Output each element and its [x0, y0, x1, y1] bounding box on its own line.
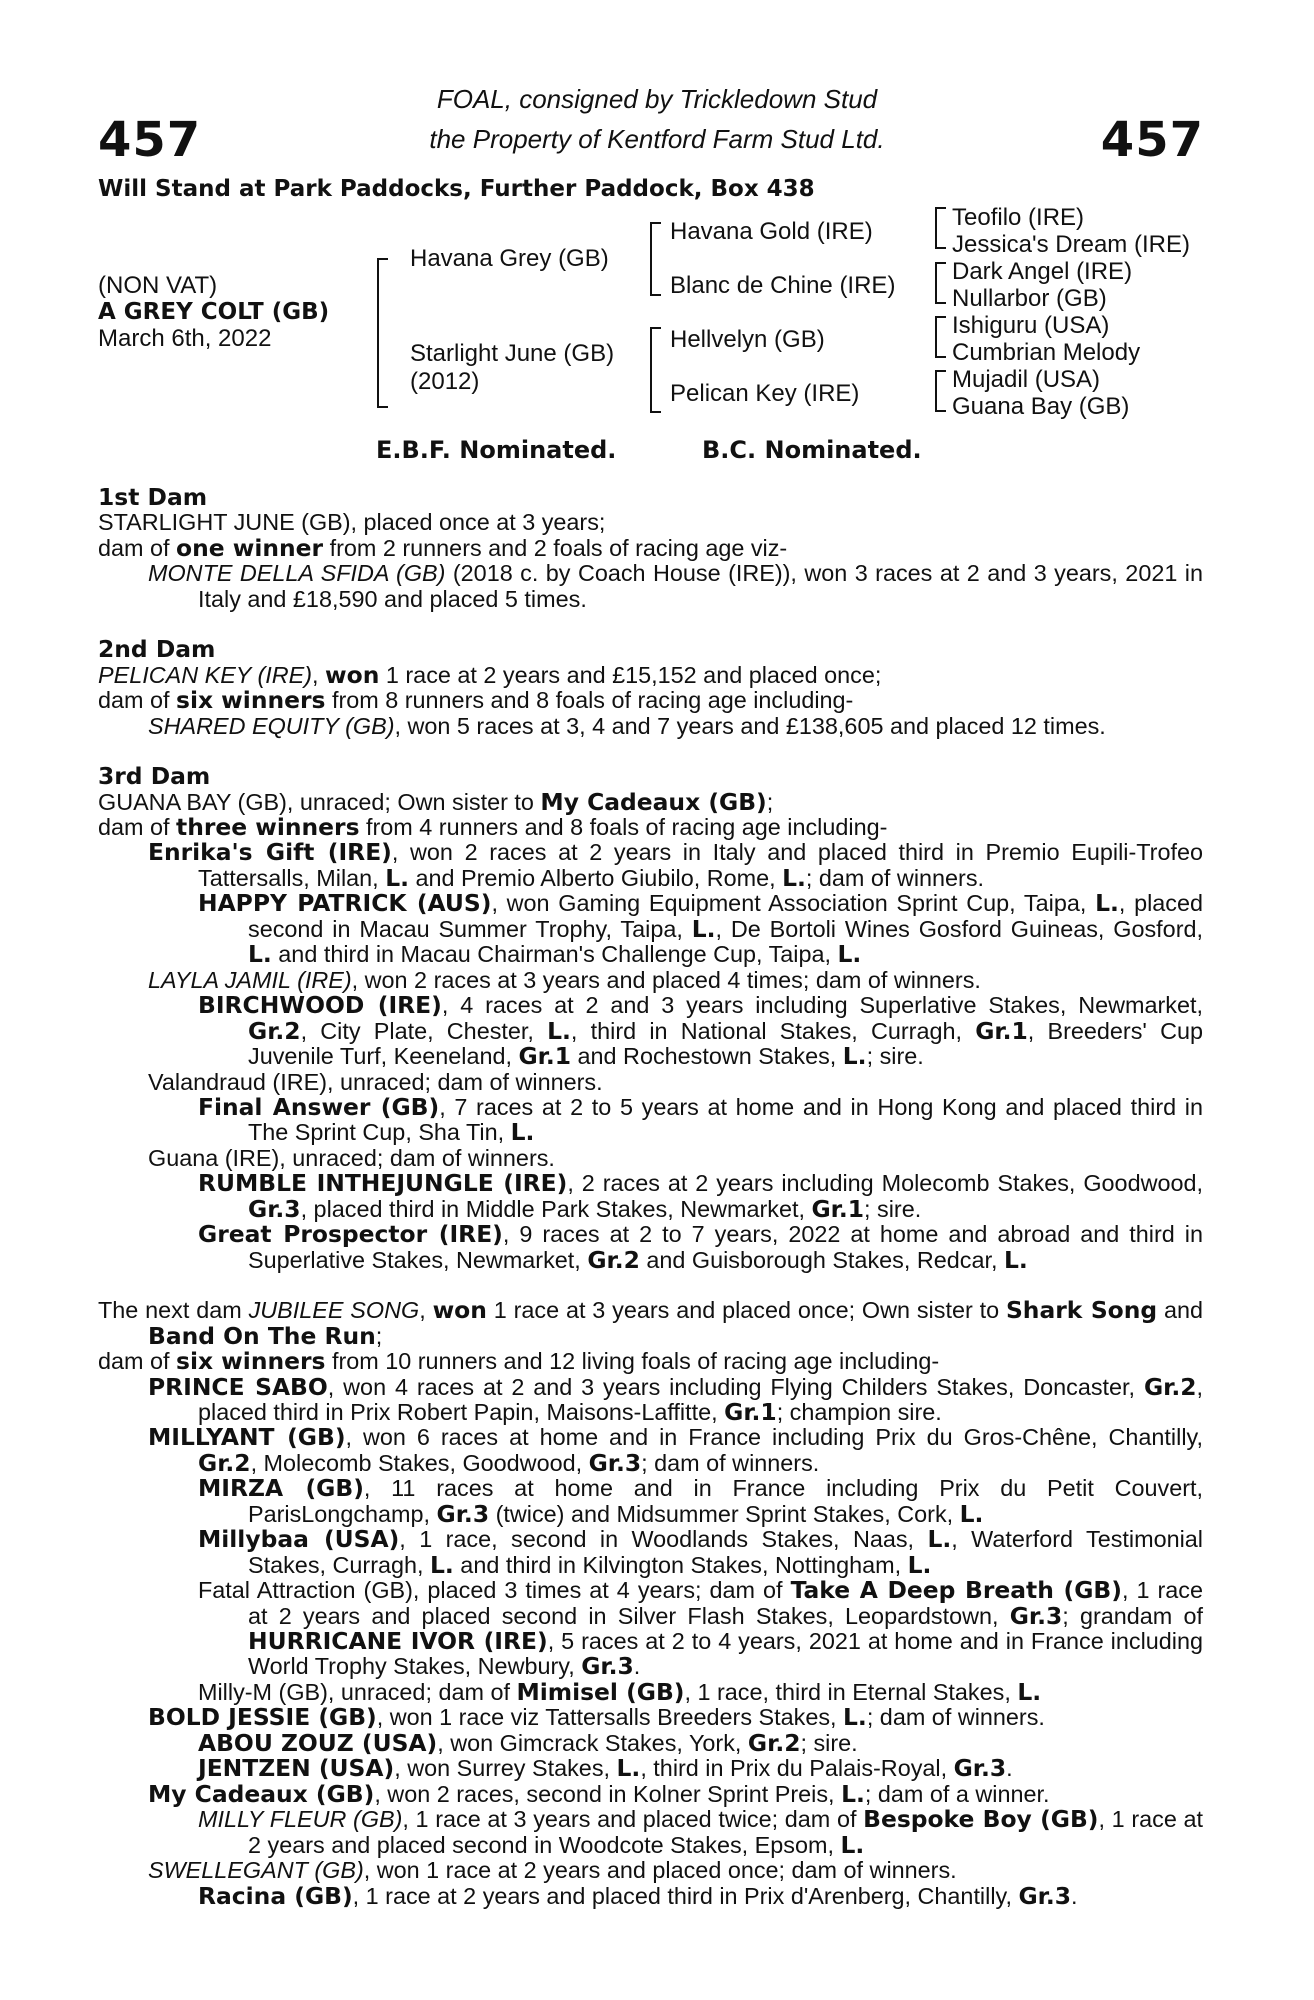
brace-dam	[650, 327, 661, 413]
lot-number-left: 457	[98, 112, 202, 168]
third-dam-line1: GUANA BAY (GB), unraced; Own sister to My Cadeaux (GB);	[98, 787, 774, 816]
sire-dam: Blanc de Chine (IRE)	[670, 272, 896, 299]
produce-rumble-inthejungle: RUMBLE INTHEJUNGLE (IRE), 2 races at 2 years including Molecomb Stakes, Goodwood, Gr.3, placed third in Middle Park Stakes, Newmarket, Gr.1; sire.	[198, 1169, 1203, 1223]
horse-dob: March 6th, 2022	[98, 325, 272, 352]
third-dam-line2: dam of three winners from 4 runners and 8 foals of racing age including-	[98, 812, 888, 841]
second-dam-heading: 2nd Dam	[98, 635, 216, 664]
first-dam-heading: 1st Dam	[98, 483, 208, 511]
first-dam-line2: dam of one winner from 2 runners and 2 foals of racing age viz-	[98, 533, 788, 562]
ebf-nomination: E.B.F. Nominated.	[376, 436, 617, 464]
horse-name: A GREY COLT (GB)	[98, 299, 330, 325]
stand-location: Will Stand at Park Paddocks, Further Paddock, Box 438	[98, 176, 815, 202]
sds: Dark Angel (IRE)	[952, 258, 1133, 285]
brace-sd	[935, 262, 946, 304]
vat-status: (NON VAT)	[98, 272, 218, 299]
consignor-line: FOAL, consigned by Trickledown Stud	[436, 84, 878, 114]
sdd: Nullarbor (GB)	[952, 285, 1107, 312]
first-dam-line1: STARLIGHT JUNE (GB), placed once at 3 years;	[98, 509, 606, 536]
sire-sire: Havana Gold (IRE)	[670, 218, 873, 245]
produce-bold-jessie: BOLD JESSIE (GB), won 1 race viz Tattersalls Breeders Stakes, L.; dam of winners.	[148, 1703, 1045, 1732]
produce-milly-fleur: MILLY FLEUR (GB), 1 race at 3 years and placed twice; dam of Bespoke Boy (GB), 1 race at 2 years and placed second in Woodcote Stakes, Epsom, L.	[198, 1805, 1204, 1859]
produce-final-answer: Final Answer (GB), 7 races at 2 to 5 years at home and in Hong Kong and placed third in The Sprint Cup, Sha Tin, L.	[198, 1092, 1203, 1147]
produce-valandraud: Valandraud (IRE), unraced; dam of winners.	[148, 1068, 603, 1095]
produce-milly-m: Milly-M (GB), unraced; dam of Mimisel (GB), 1 race, third in Eternal Stakes, L.	[198, 1677, 1042, 1706]
dds: Mujadil (USA)	[952, 366, 1101, 393]
next-dam-line2: dam of six winners from 10 runners and 12 living foals of racing age including-	[98, 1347, 940, 1376]
dam-sire: Hellvelyn (GB)	[670, 326, 825, 353]
produce-abou-zouz: ABOU ZOUZ (USA), won Gimcrack Stakes, York, Gr.2; sire.	[198, 1728, 858, 1757]
first-dam-produce: MONTE DELLA SFIDA (GB) (2018 c. by Coach House (IRE)), won 3 races at 2 and 3 years, 2021 in Italy and £18,590 and placed 5 times.	[148, 560, 1203, 612]
produce-great-prospector: Great Prospector (IRE), 9 races at 2 to 7 years, 2022 at home and abroad and third in Superlative Stakes, Newmarket, Gr.2 and Guisborough Stakes, Redcar, L.	[198, 1220, 1204, 1274]
second-dam-line2: dam of six winners from 8 runners and 8 foals of racing age including-	[98, 686, 854, 715]
sss: Teofilo (IRE)	[952, 204, 1085, 231]
produce-guana: Guana (IRE), unraced; dam of winners.	[148, 1144, 555, 1171]
produce-birchwood: BIRCHWOOD (IRE), 4 races at 2 and 3 years including Superlative Stakes, Newmarket, Gr.2, City Plate, Chester, L., third in National Stakes, Curragh, Gr.1, Breeders' Cup Juvenile Turf, Keeneland, Gr.1 and Rochestown Stakes, L.; sire.	[198, 991, 1203, 1071]
produce-racina: Racina (GB), 1 race at 2 years and placed third in Prix d'Arenberg, Chantilly, Gr.3.	[198, 1881, 1078, 1910]
produce-enrikas-gift: Enrika's Gift (IRE), won 2 races at 2 years in Italy and placed third in Premio Eupili-Trofeo Tattersalls, Milan, L. and Premio Alberto Giubilo, Rome, L.; dam of winners.	[148, 838, 1203, 892]
sire: Havana Grey (GB)	[410, 245, 609, 272]
produce-record	[98, 485, 1203, 1909]
lot-number-right: 457	[1100, 112, 1204, 168]
produce-swellegant: SWELLEGANT (GB), won 1 race at 2 years and placed once; dam of winners.	[148, 1857, 957, 1884]
second-dam-line1: PELICAN KEY (IRE), won 1 race at 2 years and £15,152 and placed once;	[98, 660, 882, 689]
second-dam-produce: SHARED EQUITY (GB), won 5 races at 3, 4 and 7 years and £138,605 and placed 12 times.	[148, 712, 1106, 739]
brace-ss	[935, 207, 946, 249]
brace-gen1	[377, 258, 388, 408]
produce-fatal-attraction: Fatal Attraction (GB), placed 3 times at 4 years; dam of Take A Deep Breath (GB), 1 race at 2 years and placed second in Silver Flash Stakes, Leopardstown, Gr.3; grandam of HURRICANE IVOR (IRE), 5 races at 2 to 4 years, 2021 at home and in France including World Trophy Stakes, Newbury, Gr.3.	[198, 1576, 1204, 1681]
produce-millybaa: Millybaa (USA), 1 race, second in Woodlands Stakes, Naas, L., Waterford Testimonial Stakes, Curragh, L. and third in Kilvington Stakes, Nottingham, L.	[198, 1525, 1203, 1579]
dam: Starlight June (GB)	[410, 340, 615, 367]
ssd: Jessica's Dream (IRE)	[952, 231, 1190, 258]
produce-millyant: MILLYANT (GB), won 6 races at home and in France including Prix du Gros-Chêne, Chantilly, Gr.2, Molecomb Stakes, Goodwood, Gr.3; dam of winners.	[148, 1423, 1203, 1477]
next-dam-line1: The next dam JUBILEE SONG, won 1 race at 3 years and placed once; Own sister to Shark Song and Band On The Run;	[98, 1296, 1204, 1350]
produce-jentzen: JENTZEN (USA), won Surrey Stakes, L., third in Prix du Palais-Royal, Gr.3.	[198, 1754, 1013, 1783]
dsd: Cumbrian Melody	[952, 339, 1141, 366]
produce-my-cadeaux: My Cadeaux (GB), won 2 races, second in Kolner Sprint Preis, L.; dam of a winner.	[148, 1779, 1050, 1808]
produce-happy-patrick: HAPPY PATRICK (AUS), won Gaming Equipment Association Sprint Cup, Taipa, L., placed second in Macau Summer Trophy, Taipa, L., De Bortoli Wines Gosford Guineas, Gosford, L. and third in Macau Chairman's Challenge Cup, Taipa, L.	[198, 889, 1203, 969]
dam-dam: Pelican Key (IRE)	[670, 380, 860, 407]
property-line: the Property of Kentford Farm Stud Ltd.	[429, 124, 885, 154]
bc-nomination: B.C. Nominated.	[702, 436, 922, 464]
produce-prince-sabo: PRINCE SABO, won 4 races at 2 and 3 years including Flying Childers Stakes, Doncaster, Gr.2, placed third in Prix Robert Papin, Maisons-Laffitte, Gr.1; champion sire.	[148, 1372, 1203, 1426]
brace-ds	[935, 316, 946, 358]
ddd: Guana Bay (GB)	[952, 393, 1130, 420]
dam-year: (2012)	[410, 368, 480, 395]
produce-mirza: MIRZA (GB), 11 races at home and in France including Prix du Petit Couvert, ParisLongchamp, Gr.3 (twice) and Midsummer Sprint Stakes, Cork, L.	[198, 1474, 1204, 1528]
brace-dd	[935, 370, 946, 412]
dss: Ishiguru (USA)	[952, 312, 1110, 339]
third-dam-heading: 3rd Dam	[98, 762, 211, 791]
produce-layla-jamil: LAYLA JAMIL (IRE), won 2 races at 3 years and placed 4 times; dam of winners.	[148, 966, 981, 993]
brace-sire	[650, 222, 661, 296]
